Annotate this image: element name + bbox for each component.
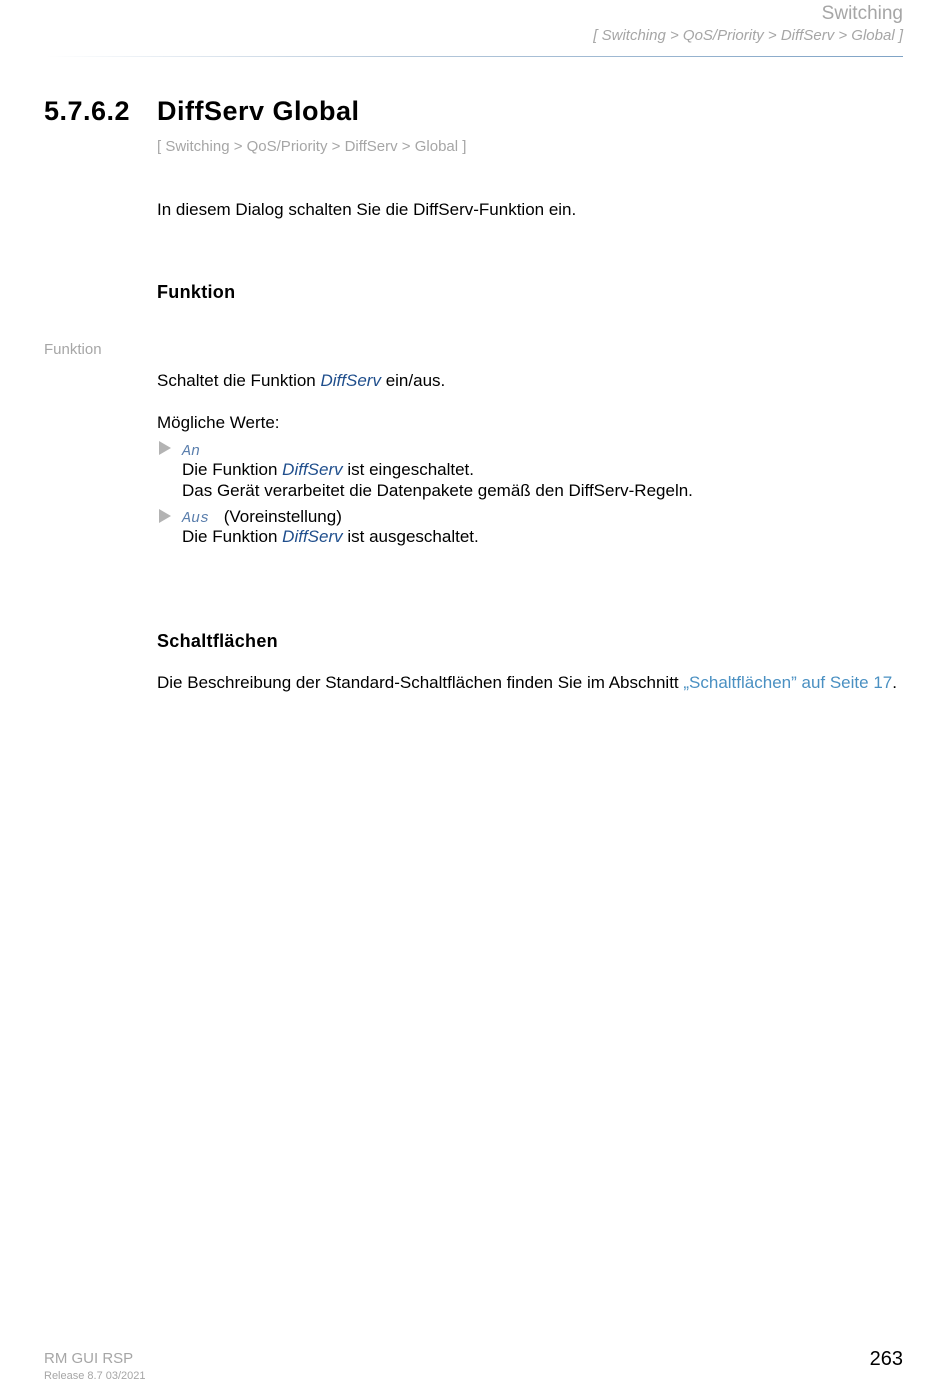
- schaltflaechen-paragraph: [157, 672, 897, 693]
- schaltflaechen-heading: Schaltflächen: [157, 631, 278, 651]
- value-aus-line1-pre: Die Funktion: [182, 527, 278, 546]
- footer-release: Release 8.7 03/2021: [44, 1370, 146, 1382]
- footer-document-name: RM GUI RSP: [44, 1350, 134, 1367]
- value-aus-line1-post: ist ausgeschaltet.: [347, 527, 479, 546]
- desc-pre: Schaltet die Funktion: [157, 371, 316, 390]
- value-an-line1-term: DiffServ: [282, 460, 343, 479]
- section-title: DiffServ Global: [157, 96, 360, 126]
- funktion-description: [157, 370, 445, 391]
- section-breadcrumb: [ Switching > QoS/Priority > DiffServ > Global ]: [157, 138, 467, 155]
- page-number: 263: [869, 1348, 903, 1370]
- value-aus-line1-term: DiffServ: [282, 527, 343, 546]
- desc-post: ein/aus.: [385, 371, 446, 390]
- running-header-title: Switching: [821, 3, 903, 24]
- funktion-heading: Funktion: [157, 282, 236, 302]
- value-aus-default-note: (Voreinstellung): [223, 507, 342, 526]
- value-an-label: An: [182, 443, 201, 460]
- desc-term: DiffServ: [320, 371, 381, 390]
- header-divider: [47, 56, 903, 57]
- value-aus-line1: [182, 526, 479, 547]
- intro-paragraph: In diesem Dialog schalten Sie die DiffServ-Funktion ein.: [157, 200, 577, 219]
- value-an-line1-pre: Die Funktion: [182, 460, 278, 479]
- bullet-triangle-icon: [159, 441, 171, 455]
- value-an-line1: [182, 459, 474, 480]
- value-an-line1-post: ist eingeschaltet.: [347, 460, 475, 479]
- values-label: Mögliche Werte:: [157, 413, 280, 432]
- schaltflaechen-page-link[interactable]: „Schaltflächen” auf Seite 17: [683, 673, 893, 692]
- bullet-triangle-icon: [159, 509, 171, 523]
- section-number: 5.7.6.2: [44, 96, 131, 126]
- value-an-line2: Das Gerät verarbeitet die Datenpakete gemäß den DiffServ-Regeln.: [182, 481, 693, 500]
- value-aus-label: Aus: [182, 510, 210, 527]
- schaltflaechen-period: .: [892, 673, 897, 692]
- parameter-margin-label: Funktion: [44, 341, 102, 358]
- running-header-path: [ Switching > QoS/Priority > DiffServ > Global ]: [593, 27, 903, 44]
- schaltflaechen-text: Die Beschreibung der Standard-Schaltflächen finden Sie im Abschnitt: [157, 673, 679, 692]
